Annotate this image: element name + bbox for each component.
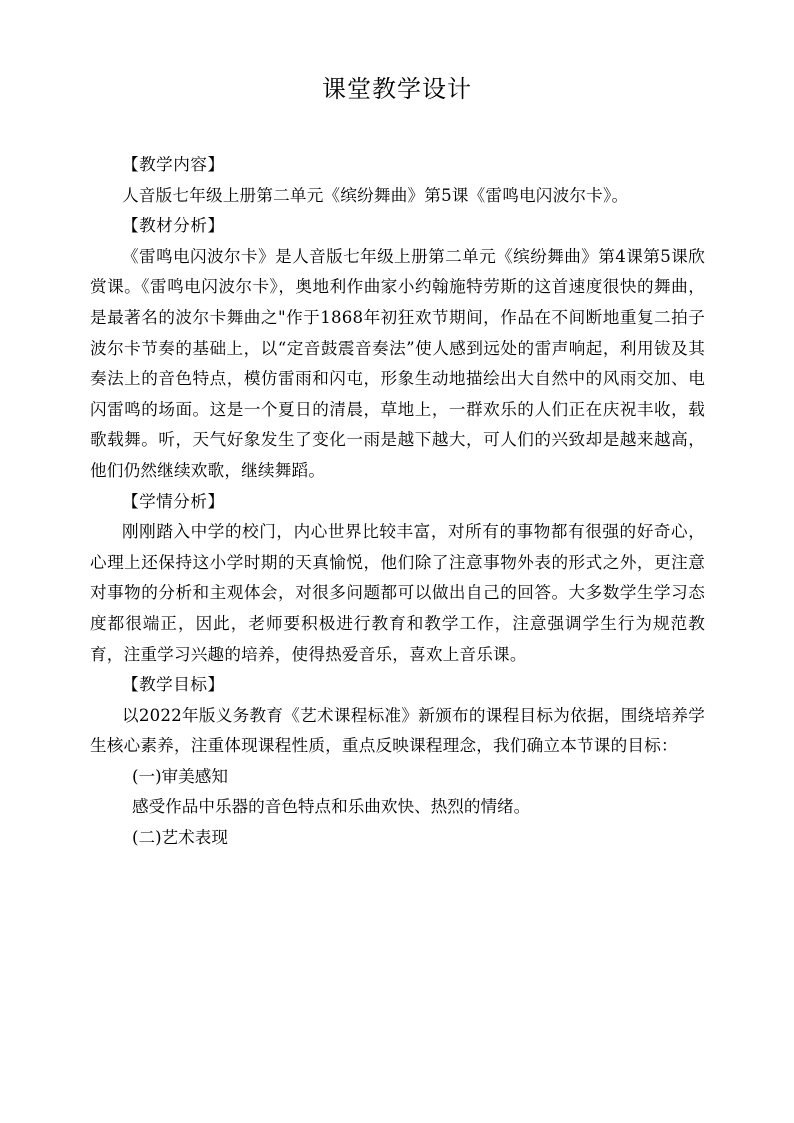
goal-item-text: 感受作品中乐器的音色特点和乐曲欢快、热烈的情绪。 — [132, 797, 531, 817]
section-heading-goals: 【教学目标】 — [122, 675, 225, 695]
learners-paragraph: 刚刚踏入中学的校门，内心世界比较丰富，对所有的事物都有很强的好奇心，心理上还保持这小学时期的天真愉悦，他们除了注意事物外表的形式之外，更注意对事物的分析和主观体会，对很多问题都可以做出自己的回答。大多数学生学习态度都很端正，因此，老师要积极进行教育和教学工作，注意强调学生行为规范教育，注重学习兴趣的培养，使得热爱音乐，喜欢上音乐课。 — [90, 522, 705, 664]
goals-paragraph: 以2022年版义务教育《艺术课程标准》新颁布的课程目标为依据，围绕培养学生核心素养，注重体现课程性质，重点反映课程理念，我们确立本节课的目标： — [90, 705, 705, 756]
document-title: 课堂教学设计 — [322, 75, 472, 103]
goal-item-title: (一)审美感知 — [132, 766, 228, 786]
section-heading-material: 【教材分析】 — [122, 216, 225, 236]
document-body — [90, 150, 705, 854]
content-paragraph: 人音版七年级上册第二单元《缤纷舞曲》第5课《雷鸣电闪波尔卡》。 — [122, 185, 629, 205]
material-paragraph: 《雷鸣电闪波尔卡》是人音版七年级上册第二单元《缤纷舞曲》第4课第5课欣赏课。《雷鸣电闪波尔卡》，奥地利作曲家小约翰施特劳斯的这首速度很快的舞曲，是最著名的波尔卡舞曲之"作于1868年初狂欢节期间，作品在不间断地重复二拍子波尔卡节奏的基础上，以“定音鼓震音奏法”使人感到远处的雷声响起，利用钹及其奏法上的音色特点，模仿雷雨和闪屯，形象生动地描绘出大自然中的风雨交加、电闪雷鸣的场面。这是一个夏日的清晨，草地上，一群欢乐的人们正在庆祝丰收，载歌载舞。听，天气好象发生了变化一雨是越下越大，可人们的兴致却是越来越高，他们仍然继续欢歌，继续舞蹈。 — [90, 246, 705, 480]
section-heading-learners: 【学情分析】 — [122, 491, 225, 511]
goal-item-title: (二)艺术表现 — [132, 828, 228, 848]
section-heading-content: 【教学内容】 — [122, 155, 225, 174]
